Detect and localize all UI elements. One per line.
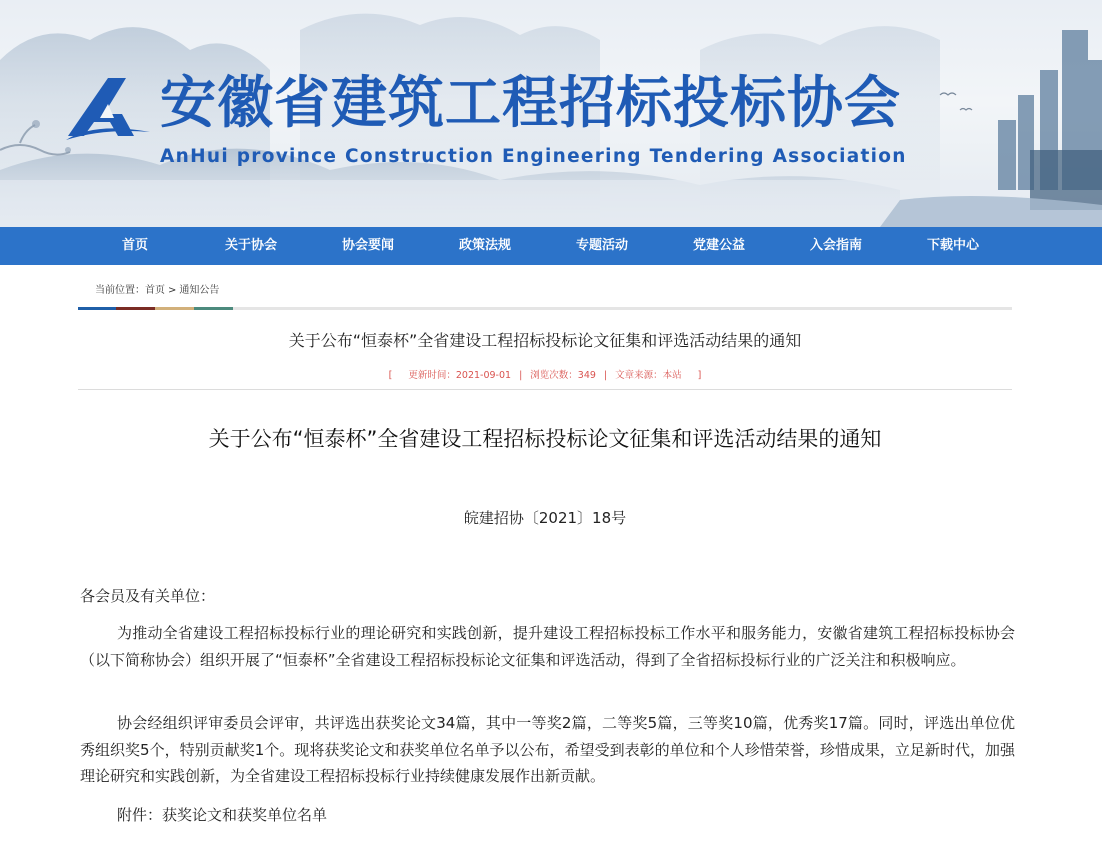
header-banner [0,0,1102,227]
document-heading: 关于公布“恒泰杯”全省建设工程招标投标论文征集和评选活动结果的通知 [208,427,882,451]
breadcrumb-current-link[interactable]: 通知公告 [179,285,220,296]
section-color-bar [78,307,1012,310]
association-a-logo-icon [64,74,154,144]
nav-item-party[interactable]: 党建公益 [692,238,745,253]
body-paragraph: 协会经组织评审委员会评审，共评选出获奖论文34篇，其中一等奖2篇，二等奖5篇，三等奖10篇，优秀奖17篇。同时，评选出单位优秀组织奖5个，特别贡献奖1个。现将获奖论文和获奖单位名单予以公布，希望受到表彰的单位和个人珍惜荣誉，珍惜成果，立足新时代，加强理论研究和实践创新，为全省建设工程招标投标行业持续健康发展作出新贡献。 [80,714,1015,785]
main-nav [0,227,1102,265]
meta-views: 浏览次数：349 [530,370,596,381]
attachment-line: 附件：获奖论文和获奖单位名单 [117,806,328,824]
breadcrumb [95,282,219,300]
color-bar-segment [155,307,194,310]
nav-item-membership[interactable]: 入会指南 [809,238,862,253]
nav-item-news[interactable]: 协会要闻 [341,238,394,253]
document-number: 皖建招协〔2021〕18号 [463,509,627,527]
meta-divider [78,389,1012,390]
meta-close-bracket: ] [697,370,702,381]
article-title: 关于公布“恒泰杯”全省建设工程招标投标论文征集和评选活动结果的通知 [288,331,802,350]
nav-item-policy[interactable]: 政策法规 [458,238,511,253]
site-subtitle: AnHui province Construction Engineering Tendering Association [160,146,907,167]
breadcrumb-separator: > [168,285,177,296]
nav-item-downloads[interactable]: 下载中心 [926,238,979,253]
article-meta: [ 更新时间：2021-09-01 | 浏览次数：349 | 文章来源：本站 ] [388,370,702,381]
nav-item-topics[interactable]: 专题活动 [575,238,628,253]
meta-source: 文章来源：本站 [615,370,682,381]
color-bar-segment [194,307,233,310]
nav-item-home[interactable]: 首页 [121,238,148,253]
breadcrumb-prefix: 当前位置： [95,285,145,296]
salutation: 各会员及有关单位： [80,587,216,605]
body-paragraph: 为推动全省建设工程招标投标行业的理论研究和实践创新，提升建设工程招标投标工作水平和服务能力，安徽省建筑工程招标投标协会（以下简称协会）组织开展了“恒泰杯”全省建设工程招标投标论文征集和评选活动，得到了全省招标投标行业的广泛关注和积极响应。 [80,624,1015,669]
nav-item-about[interactable]: 关于协会 [224,238,277,253]
meta-updated: 更新时间：2021-09-01 [408,370,512,381]
meta-open-bracket: [ [388,370,393,381]
breadcrumb-home-link[interactable]: 首页 [145,285,165,296]
color-bar-segment [78,307,116,310]
color-bar-segment [116,307,155,310]
site-title: 安徽省建筑工程招标投标协会 [160,71,901,136]
